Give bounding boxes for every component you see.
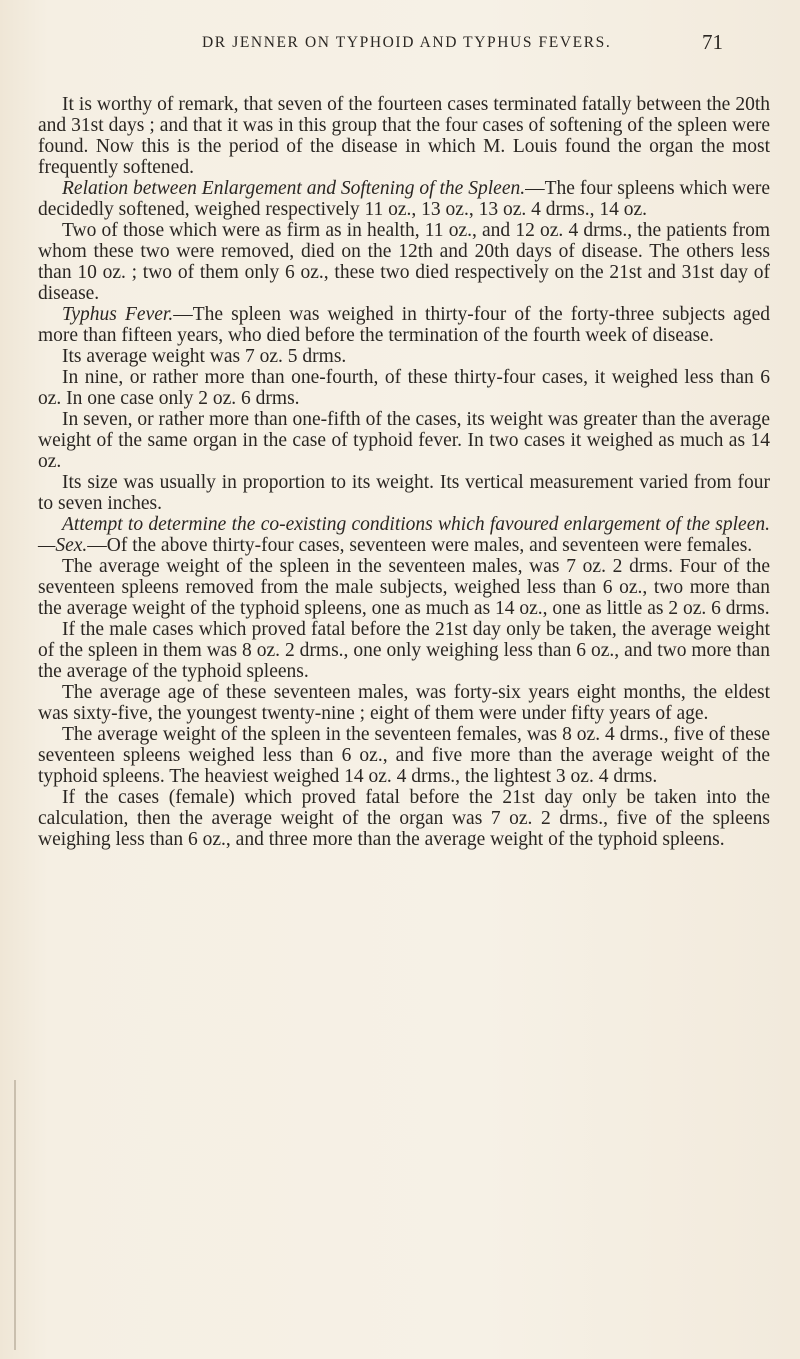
paragraph: The average age of these seventeen males, was forty-six years eight months, the eldest was sixty-five, the youngest twenty-nine ; eight of them were under fifty years of age. (38, 682, 770, 724)
paragraph: If the male cases which proved fatal before the 21st day only be taken, the average weight of the spleen in them was 8 oz. 2 drms., one only weighing less than 6 oz., and two more than the average of the typhoid spleens. (38, 619, 770, 682)
paragraph: In seven, or rather more than one-fifth of the cases, its weight was greater than the average weight of the same organ in the case of typhoid fever. In two cases it weighed as much as 14 oz. (38, 409, 770, 472)
section-heading: Attempt to determine the co-existing conditions which favoured enlargement of the spleen.—Sex. (38, 514, 770, 556)
running-head (0, 28, 800, 58)
paragraph: Relation between Enlargement and Softening of the Spleen.—The four spleens which were decidedly softened, weighed respectively 11 oz., 13 oz., 13 oz. 4 drms., 14 oz. (38, 178, 771, 220)
paragraph: Its average weight was 7 oz. 5 drms. (62, 346, 347, 367)
running-title: DR JENNER ON TYPHOID AND TYPHUS FEVERS. (202, 34, 612, 51)
gutter-shadow (14, 1080, 16, 1350)
paragraph: If the cases (female) which proved fatal before the 21st day only be taken into the calculation, then the average weight of the organ was 7 oz. 2 drms., five of the spleens weighing less than 6 oz., and three more than the average weight of the typhoid spleens. (38, 787, 770, 850)
page-number: 71 (702, 30, 723, 54)
paragraph: Typhus Fever.—The spleen was weighed in thirty-four of the forty-three subjects aged more than fifteen years, who died before the termination of the fourth week of disease. (38, 304, 770, 346)
paragraph: Attempt to determine the co-existing conditions which favoured enlargement of the spleen.—Sex.—Of the above thirty-four cases, seventeen were males, and seventeen were females. (38, 514, 770, 556)
section-heading: Relation between Enlargement and Softening of the Spleen. (62, 178, 526, 199)
paragraph: The average weight of the spleen in the seventeen females, was 8 oz. 4 drms., five of these seventeen spleens weighed less than 6 oz., and five more than the average weight of the typhoid spleens. The heaviest weighed 14 oz. 4 drms., the lightest 3 oz. 4 drms. (38, 724, 770, 787)
paragraph: In nine, or rather more than one-fourth, of these thirty-four cases, it weighed less than 6 oz. In one case only 2 oz. 6 drms. (38, 367, 770, 409)
paragraph: Two of those which were as firm as in health, 11 oz., and 12 oz. 4 drms., the patients from whom these two were removed, died on the 12th and 20th days of disease. The others less than 10 oz. ; two of them only 6 oz., these two died respectively on the 21st and 31st day of disease. (38, 220, 770, 304)
body-text (38, 94, 770, 850)
paragraph: The average weight of the spleen in the seventeen males, was 7 oz. 2 drms. Four of the seventeen spleens removed from the male subjects, weighed less than 6 oz., two more than the average weight of the typhoid spleens, one as much as 14 oz., one as little as 2 oz. 6 drms. (38, 556, 770, 619)
paragraph: Its size was usually in proportion to its weight. Its vertical measurement varied from four to seven inches. (38, 472, 770, 514)
section-heading: Typhus Fever. (62, 304, 174, 325)
paragraph: It is worthy of remark, that seven of the fourteen cases terminated fatally between the 20th and 31st days ; and that it was in this group that the four cases of softening of the spleen were found. Now this is the period of the disease in which M. Louis found the organ the most frequently softened. (38, 94, 770, 178)
